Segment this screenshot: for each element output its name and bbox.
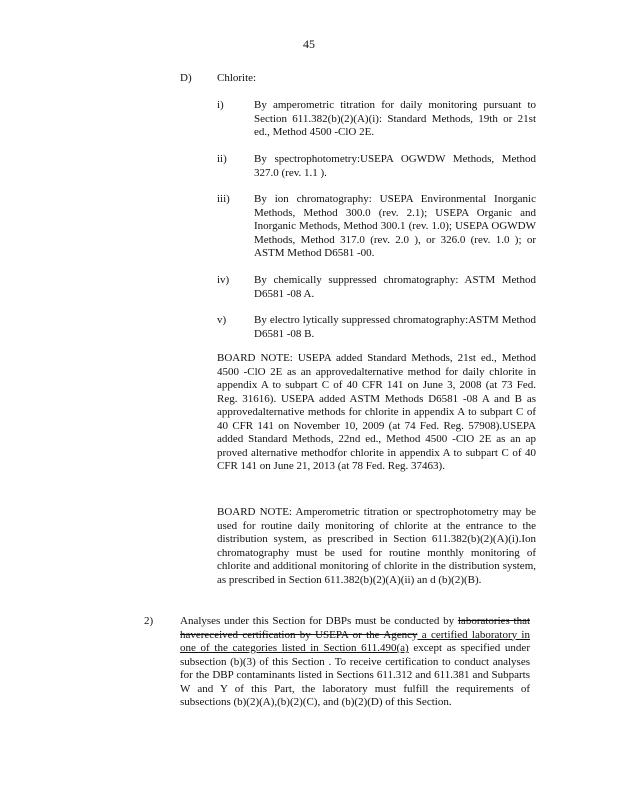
subitem-label: i) — [217, 99, 224, 111]
item-d-label: D) — [180, 72, 192, 84]
item-2-inserted-text: a certified laboratory in one of the categories listed in Section 611.490(a) — [180, 628, 530, 654]
subitem-text: By amperometric titration for daily monitoring pursuant to Section 611.382(b)(2)(A)(i): Standard Methods, 19th or 21st ed., Method 4500 -ClO 2E. — [254, 99, 536, 138]
subitem-label: v) — [217, 314, 227, 326]
item-2-text-part2: except as specified under subsection (b)(3) of this Section . To receive certification to conduct analyses for the DBP contaminants listed in Sections 611.312 and 611.381 and Subparts W and Y of this Part, the laboratory must fulfill the requirements of subsections (b)(2)(A),(b)(2)(C), and (b)(2)(D) of this Section. — [180, 642, 530, 708]
item-2-deleted-text: laboratories that havereceived certification by USEPA or the Agency — [180, 615, 531, 641]
item-2-label: 2) — [144, 615, 154, 627]
subitem-label: ii) — [217, 153, 227, 165]
subitem-text: By electro lytically suppressed chromatography:ASTM Method D6581 -08 B. — [254, 314, 536, 340]
page-number: 45 — [303, 37, 315, 51]
item-2-text-part1: Analyses under this Section for DBPs must be conducted by — [180, 615, 458, 627]
item-d-title: Chlorite: — [217, 72, 257, 84]
item-2-text — [180, 615, 530, 710]
board-note-1: BOARD NOTE: USEPA added Standard Methods, 21st ed., Method 4500 -ClO 2E as an approvedalternative method for daily chlorite in appendix A to subpart C of 40 CFR 141 on June 3, 2008 (at 73 Fed. Reg. 31616). USEPA added ASTM Methods D6581 -08 A and B as approvedalternative methods for chlorite in appendix A to subpart C of 40 CFR 141 on November 10, 2009 (at 74 Fed. Reg. 57908).USEPA added Standard Methods, 22nd ed., Method 4500 -ClO 2E as an ap proved alternative methodfor chlorite in appendix A to subpart C of 40 CFR 141 on June 21, 2013 (at 78 Fed. Reg. 37463). — [217, 352, 536, 472]
board-note-2: BOARD NOTE: Amperometric titration or spectrophotometry may be used for routine daily monitoring of chlorite at the entrance to the distribution system, as prescribed in Section 611.382(b)(2)(A)(i).Ion chromatography must be used for routine monthly monitoring of chlorite and additional monitoring of chlorite in the distribution system, as prescribed in Section 611.382(b)(2)(A)(ii) an d (b)(2)(B). — [217, 506, 536, 586]
subitem-text: By ion chromatography: USEPA Environmental Inorganic Methods, Method 300.0 (rev. 2.1); USEPA Organic and Inorganic Methods, Method 300.1 (rev. 1.0); USEPA OGWDW Methods, Method 317.0 (rev. 2.0 ), or 326.0 (rev. 1.0 ); or ASTM Method D6581 -00. — [254, 193, 536, 259]
subitem-text: By chemically suppressed chromatography: ASTM Method D6581 -08 A. — [254, 274, 536, 300]
subitem-text: By spectrophotometry:USEPA OGWDW Methods, Method 327.0 (rev. 1.1 ). — [254, 153, 536, 179]
subitem-label: iii) — [217, 193, 230, 205]
subitem-label: iv) — [217, 274, 230, 286]
